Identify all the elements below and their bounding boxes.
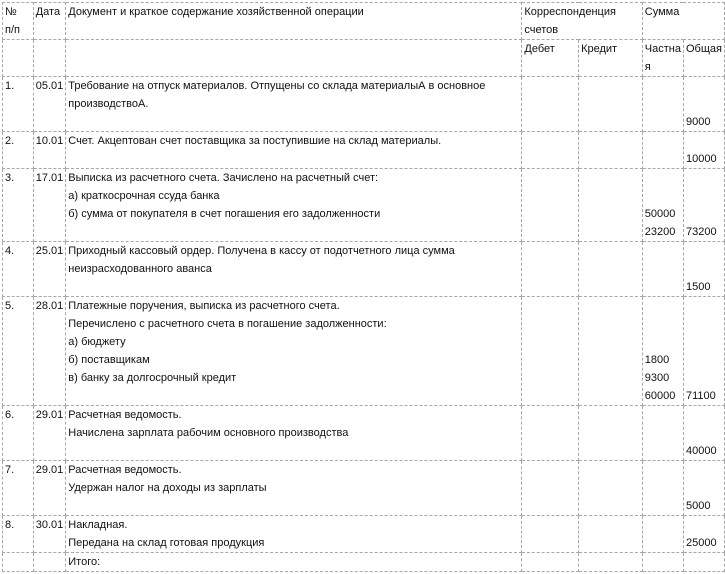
row-doc-line: Приходный кассовый ордер. Получена в кассу от подотчетного лица сумма (68, 245, 455, 257)
row-date-cell (33, 297, 66, 406)
header-blank-cell (66, 40, 522, 77)
row-doc-line (68, 223, 519, 241)
row-total-amount: 71100 (685, 390, 716, 402)
row-doc-line: Расчетная ведомость. (68, 409, 182, 421)
row-num: 5. (5, 300, 15, 312)
row-num-cell (3, 77, 34, 132)
journal-body (3, 3, 725, 553)
row-total-cell (683, 242, 724, 297)
row-credit-cell (579, 77, 643, 132)
header-num-line-1: № (5, 6, 17, 18)
row-total-amount: 9000 (685, 116, 711, 128)
row-doc-line (68, 497, 519, 515)
operation-row (3, 132, 725, 169)
footer-blank-cell (683, 553, 724, 572)
row-doc-line: Передана на склад готовая продукция (68, 537, 265, 549)
header-date: Дата (35, 6, 61, 18)
row-doc-line: Начислена зарплата рабочим основного производства (68, 427, 349, 439)
header-partial-cell (642, 40, 683, 77)
row-debit-cell (522, 77, 579, 132)
header-credit-cell (579, 40, 643, 77)
header-corr-line-1: Корреспонденция (524, 6, 616, 18)
row-doc-line: Перечислено с расчетного счета в погашение задолженности: (68, 318, 387, 330)
row-date: 28.01 (35, 300, 64, 312)
row-doc-line: Расчетная ведомость. (68, 464, 182, 476)
row-debit-cell (522, 297, 579, 406)
footer-row (3, 553, 725, 572)
row-num: 4. (5, 245, 15, 257)
header-blank-cell (33, 40, 66, 77)
row-date-cell (33, 406, 66, 461)
row-num: 1. (5, 80, 15, 92)
row-doc-line (68, 113, 519, 131)
row-doc-cell (66, 516, 522, 553)
header-row-2 (3, 40, 725, 77)
row-total-cell (683, 461, 724, 516)
row-debit-cell (522, 132, 579, 169)
row-doc-line: Платежные поручения, выписка из расчетного счета. (68, 300, 340, 312)
row-doc-line: Счет. Акцептован счет поставщика за поступившие на склад материалы. (68, 135, 442, 147)
row-partial-amount: 23200 (644, 226, 676, 238)
row-doc-line: б) поставщикам (68, 354, 150, 366)
row-total-amount: 1500 (685, 281, 711, 293)
row-doc-line: а) бюджету (68, 336, 126, 348)
header-doc-cell (66, 3, 522, 40)
row-doc-line: Требование на отпуск материалов. Отпущены со склада материалыА в основное (68, 80, 486, 92)
row-debit-cell (522, 242, 579, 297)
row-doc-line: неизрасходованного аванса (68, 263, 212, 275)
row-num-cell (3, 406, 34, 461)
journal-table (2, 2, 725, 572)
row-total-cell (683, 169, 724, 242)
row-credit-cell (579, 461, 643, 516)
row-doc-line (68, 278, 519, 296)
row-date: 17.01 (35, 172, 64, 184)
row-credit-cell (579, 406, 643, 461)
row-credit-cell (579, 516, 643, 553)
row-num-cell (3, 461, 34, 516)
header-num-line-2: п/п (5, 24, 20, 36)
row-num: 3. (5, 172, 15, 184)
footer-blank-cell (3, 553, 34, 572)
row-credit-cell (579, 242, 643, 297)
row-doc-cell (66, 77, 522, 132)
row-doc-cell (66, 297, 522, 406)
row-date-cell (33, 461, 66, 516)
row-num: 2. (5, 135, 15, 147)
row-total-amount: 25000 (685, 537, 717, 549)
row-doc-line (68, 150, 519, 168)
row-doc-line: Выписка из расчетного счета. Зачислено на расчетный счет: (68, 172, 379, 184)
footer-label-cell (66, 553, 522, 572)
row-total-amount: 73200 (685, 226, 717, 238)
footer-blank-cell (642, 553, 683, 572)
row-num-cell (3, 242, 34, 297)
row-credit-cell (579, 132, 643, 169)
row-doc-cell (66, 242, 522, 297)
row-total-cell (683, 516, 724, 553)
row-total-amount: 40000 (685, 445, 717, 457)
row-debit-cell (522, 461, 579, 516)
row-date-cell (33, 169, 66, 242)
row-doc-cell (66, 169, 522, 242)
row-date-cell (33, 242, 66, 297)
header-blank-cell (3, 40, 34, 77)
header-partial-line-1: Частна (644, 43, 681, 55)
row-num: 8. (5, 519, 15, 531)
row-doc-cell (66, 406, 522, 461)
row-partial-cell (642, 132, 683, 169)
footer-blank-cell (33, 553, 66, 572)
operation-row (3, 297, 725, 406)
header-row-1 (3, 3, 725, 40)
header-total-cell (683, 40, 724, 77)
header-credit: Кредит (581, 43, 618, 55)
row-doc-line: производствоА. (68, 98, 149, 110)
header-total: Общая (685, 43, 722, 55)
row-doc-line: Удержан налог на доходы из зарплаты (68, 482, 267, 494)
row-partial-cell (642, 297, 683, 406)
row-date-cell (33, 77, 66, 132)
header-doc: Документ и краткое содержание хозяйственной операции (68, 6, 364, 18)
row-partial-cell (642, 77, 683, 132)
footer-total-label: Итого: (68, 556, 101, 568)
header-date-cell (33, 3, 66, 40)
header-corr-line-2: счетов (524, 24, 559, 36)
row-partial-cell (642, 169, 683, 242)
row-partial-cell (642, 242, 683, 297)
row-num-cell (3, 516, 34, 553)
row-total-cell (683, 132, 724, 169)
row-total-amount: 10000 (685, 153, 717, 165)
row-num-cell (3, 132, 34, 169)
row-doc-line: б) сумма от покупателя в счет погашения его задолженности (68, 208, 381, 220)
operation-row (3, 242, 725, 297)
row-doc-line: в) банку за долгосрочный кредит (68, 372, 237, 384)
row-debit-cell (522, 169, 579, 242)
footer-blank-cell (579, 553, 643, 572)
operation-row (3, 516, 725, 553)
row-date: 29.01 (35, 464, 64, 476)
row-partial-cell (642, 406, 683, 461)
row-doc-line: а) краткосрочная ссуда банка (68, 190, 220, 202)
row-doc-cell (66, 461, 522, 516)
row-credit-cell (579, 169, 643, 242)
row-partial-amount: 50000 (644, 208, 676, 220)
row-debit-cell (522, 516, 579, 553)
row-date: 05.01 (35, 80, 64, 92)
row-total-cell (683, 406, 724, 461)
row-date: 29.01 (35, 409, 64, 421)
row-partial-cell (642, 516, 683, 553)
row-partial-cell (642, 461, 683, 516)
row-doc-line (68, 442, 519, 460)
row-credit-cell (579, 297, 643, 406)
row-num: 6. (5, 409, 15, 421)
header-num-cell (3, 3, 34, 40)
row-doc-line: Накладная. (68, 519, 128, 531)
row-num-cell (3, 169, 34, 242)
row-date-cell (33, 516, 66, 553)
row-num: 7. (5, 464, 15, 476)
row-debit-cell (522, 406, 579, 461)
operation-row (3, 169, 725, 242)
row-partial-amount: 60000 (644, 390, 676, 402)
header-sum: Сумма (644, 6, 680, 18)
row-date: 30.01 (35, 519, 64, 531)
operation-row (3, 406, 725, 461)
row-total-amount: 5000 (685, 500, 711, 512)
row-partial-amount: 1800 (644, 354, 670, 366)
header-partial-line-2: я (644, 61, 651, 73)
row-doc-line (68, 387, 519, 405)
row-num-cell (3, 297, 34, 406)
footer-blank-cell (522, 553, 579, 572)
row-date-cell (33, 132, 66, 169)
operation-row (3, 461, 725, 516)
row-total-cell (683, 77, 724, 132)
header-corr-cell (522, 3, 642, 40)
operation-row (3, 77, 725, 132)
header-sum-cell (642, 3, 724, 40)
row-doc-cell (66, 132, 522, 169)
row-date: 10.01 (35, 135, 64, 147)
row-partial-amount: 9300 (644, 372, 670, 384)
header-debit-cell (522, 40, 579, 77)
row-total-cell (683, 297, 724, 406)
row-date: 25.01 (35, 245, 64, 257)
header-debit: Дебет (524, 43, 555, 55)
